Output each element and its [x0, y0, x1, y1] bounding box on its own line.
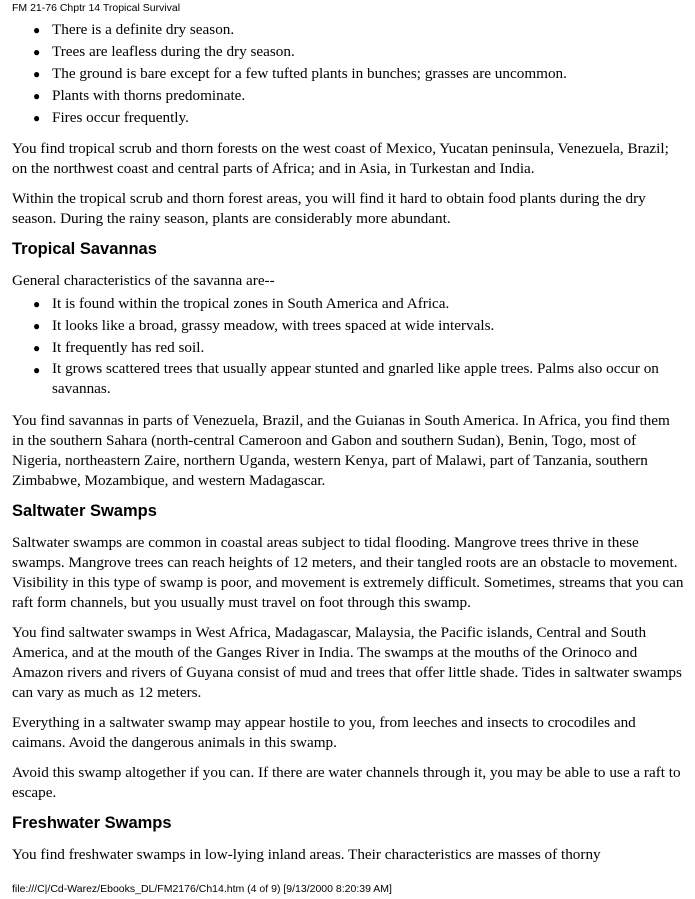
section-heading-freshwater-swamps: Freshwater Swamps: [12, 814, 172, 832]
paragraph: You find tropical scrub and thorn forests on the west coast of Mexico, Yucatan peninsula, Venezuela, Brazil; on the northwest coast and central parts of Africa; and in Asia, in Turkestan and India.: [12, 140, 669, 177]
list-item: ● Plants with thorns predominate.: [12, 85, 684, 107]
list-item: ● The ground is bare except for a few tufted plants in bunches; grasses are uncommon.: [12, 63, 684, 85]
paragraph: You find saltwater swamps in West Africa, Madagascar, Malaysia, the Pacific islands, Central and South America, and at the mouth of the Ganges River in India. The swamps at the mouths of the Orinoco and Amazon rivers and rivers of Guyana consist of mud and trees that offer little shade. Tides in saltwater swamps can vary as much as 12 meters.: [12, 624, 682, 701]
bullet-icon: ●: [33, 319, 41, 333]
paragraph: Everything in a saltwater swamp may appear hostile to you, from leeches and insects to crocodiles and caimans. Avoid the dangerous animals in this swamp.: [12, 714, 636, 751]
source-url-footer: file:///C|/Cd-Warez/Ebooks_DL/FM2176/Ch14.htm (4 of 9) [9/13/2000 8:20:39 AM]: [12, 883, 392, 895]
paragraph: You find freshwater swamps in low-lying inland areas. Their characteristics are masses of thorny: [12, 846, 601, 863]
savanna-characteristics-list: [12, 293, 684, 401]
paragraph: General characteristics of the savanna are--: [12, 272, 275, 289]
list-item: ● It is found within the tropical zones in South America and Africa.: [12, 293, 684, 315]
bullet-icon: ●: [33, 363, 41, 377]
bullet-icon: ●: [33, 341, 41, 355]
section-heading-tropical-savannas: Tropical Savannas: [12, 240, 157, 258]
paragraph: Avoid this swamp altogether if you can. If there are water channels through it, you may be able to use a raft to escape.: [12, 764, 681, 801]
list-item: ● It frequently has red soil.: [12, 337, 684, 359]
list-item: ● Trees are leafless during the dry season.: [12, 41, 684, 63]
bullet-icon: ●: [33, 111, 41, 125]
paragraph: Saltwater swamps are common in coastal areas subject to tidal flooding. Mangrove trees thrive in these swamps. Mangrove trees can reach heights of 12 meters, and their tangled roots are an obstacle to movement. Visibility in this type of swamp is poor, and movement is extremely difficult. Sometimes, streams that you can raft form channels, but you usually must travel on foot through this swamp.: [12, 534, 684, 611]
list-item: ● It looks like a broad, grassy meadow, with trees spaced at wide intervals.: [12, 315, 684, 337]
bullet-icon: ●: [33, 297, 41, 311]
list-item: ● Fires occur frequently.: [12, 107, 684, 129]
paragraph: Within the tropical scrub and thorn forest areas, you will find it hard to obtain food plants during the dry season. During the rainy season, plants are considerably more abundant.: [12, 190, 646, 227]
section-heading-saltwater-swamps: Saltwater Swamps: [12, 502, 157, 520]
page-content: [12, 19, 684, 875]
bullet-icon: ●: [33, 89, 41, 103]
dry-characteristics-list: [12, 19, 684, 129]
bullet-icon: ●: [33, 45, 41, 59]
bullet-icon: ●: [33, 67, 41, 81]
list-item: ● There is a definite dry season.: [12, 19, 684, 41]
list-item: ● It grows scattered trees that usually appear stunted and gnarled like apple trees. Palms also occur on savannas.: [33, 360, 659, 397]
running-header: FM 21-76 Chptr 14 Tropical Survival: [12, 2, 181, 14]
bullet-icon: ●: [33, 23, 41, 37]
paragraph: You find savannas in parts of Venezuela, Brazil, and the Guianas in South America. In Africa, you find them in the southern Sahara (north-central Cameroon and Gabon and southern Sudan), Benin, Togo, most of Nigeria, northeastern Zaire, northern Uganda, western Kenya, part of Malawi, part of Tanzania, southern Zimbabwe, Mozambique, and western Madagascar.: [12, 412, 670, 489]
